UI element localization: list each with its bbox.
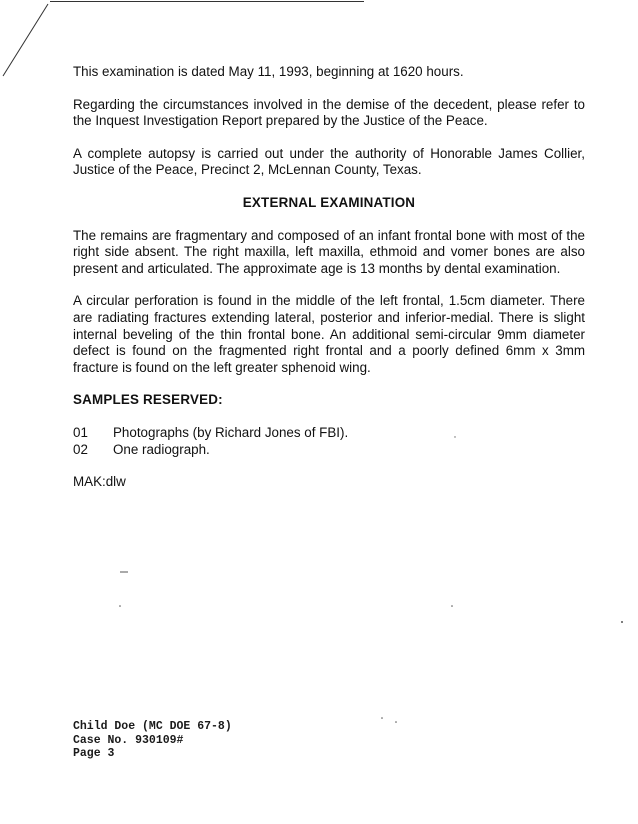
footer-case-number: Case No. 930109#: [73, 733, 184, 747]
author-initials: MAK:dlw: [73, 474, 126, 490]
scan-speck: [451, 605, 453, 607]
exam-date-paragraph: This examination is dated May 11, 1993, beginning at 1620 hours.: [73, 64, 464, 79]
external-examination-heading: EXTERNAL EXAMINATION: [242, 194, 416, 210]
sample-number: 02: [73, 441, 88, 457]
list-item: [73, 425, 585, 442]
footer-page-number: Page 3: [73, 747, 115, 760]
authority-paragraph: A complete autopsy is carried out under the authority of Honorable James Collier, Justice of the Peace, Precinct 2, McLennan County, Texas.: [73, 145, 585, 178]
scan-speck: [621, 621, 623, 623]
samples-list: [73, 425, 585, 458]
document-footer: [73, 720, 232, 761]
sample-description: Photographs (by Richard Jones of FBI).: [113, 424, 349, 440]
scan-speck: [395, 721, 397, 723]
sample-description: One radiograph.: [113, 441, 210, 457]
perforation-paragraph: A circular perforation is found in the middle of the left frontal, 1.5cm diameter. There are radiating fractures extending lateral, posterior and inferior-medial. There is slight internal beveling of the thin frontal bone. An additional semi-circular 9mm diameter defect is found on the fragmented right frontal and a poorly defined 6mm x 3mm fracture is found on the left greater sphenoid wing.: [73, 293, 585, 375]
circumstances-paragraph: Regarding the circumstances involved in the demise of the decedent, please refer to the Inquest Investigation Report prepared by the Justice of the Peace.: [73, 96, 585, 129]
scan-speck: [381, 717, 383, 719]
footer-case-name: Child Doe (MC DOE 67-8): [73, 720, 232, 733]
remains-paragraph: The remains are fragmentary and composed of an infant frontal bone with most of the right side absent. The right maxilla, left maxilla, ethmoid and vomer bones are also present and articulated. The approximate age is 13 months by dental examination.: [73, 227, 585, 276]
scan-speck: [119, 605, 121, 607]
sample-number: 01: [73, 424, 88, 440]
list-item: [73, 442, 585, 459]
samples-reserved-heading: SAMPLES RESERVED:: [73, 392, 223, 408]
report-body: [73, 64, 585, 491]
corner-fold-line: [3, 4, 48, 76]
